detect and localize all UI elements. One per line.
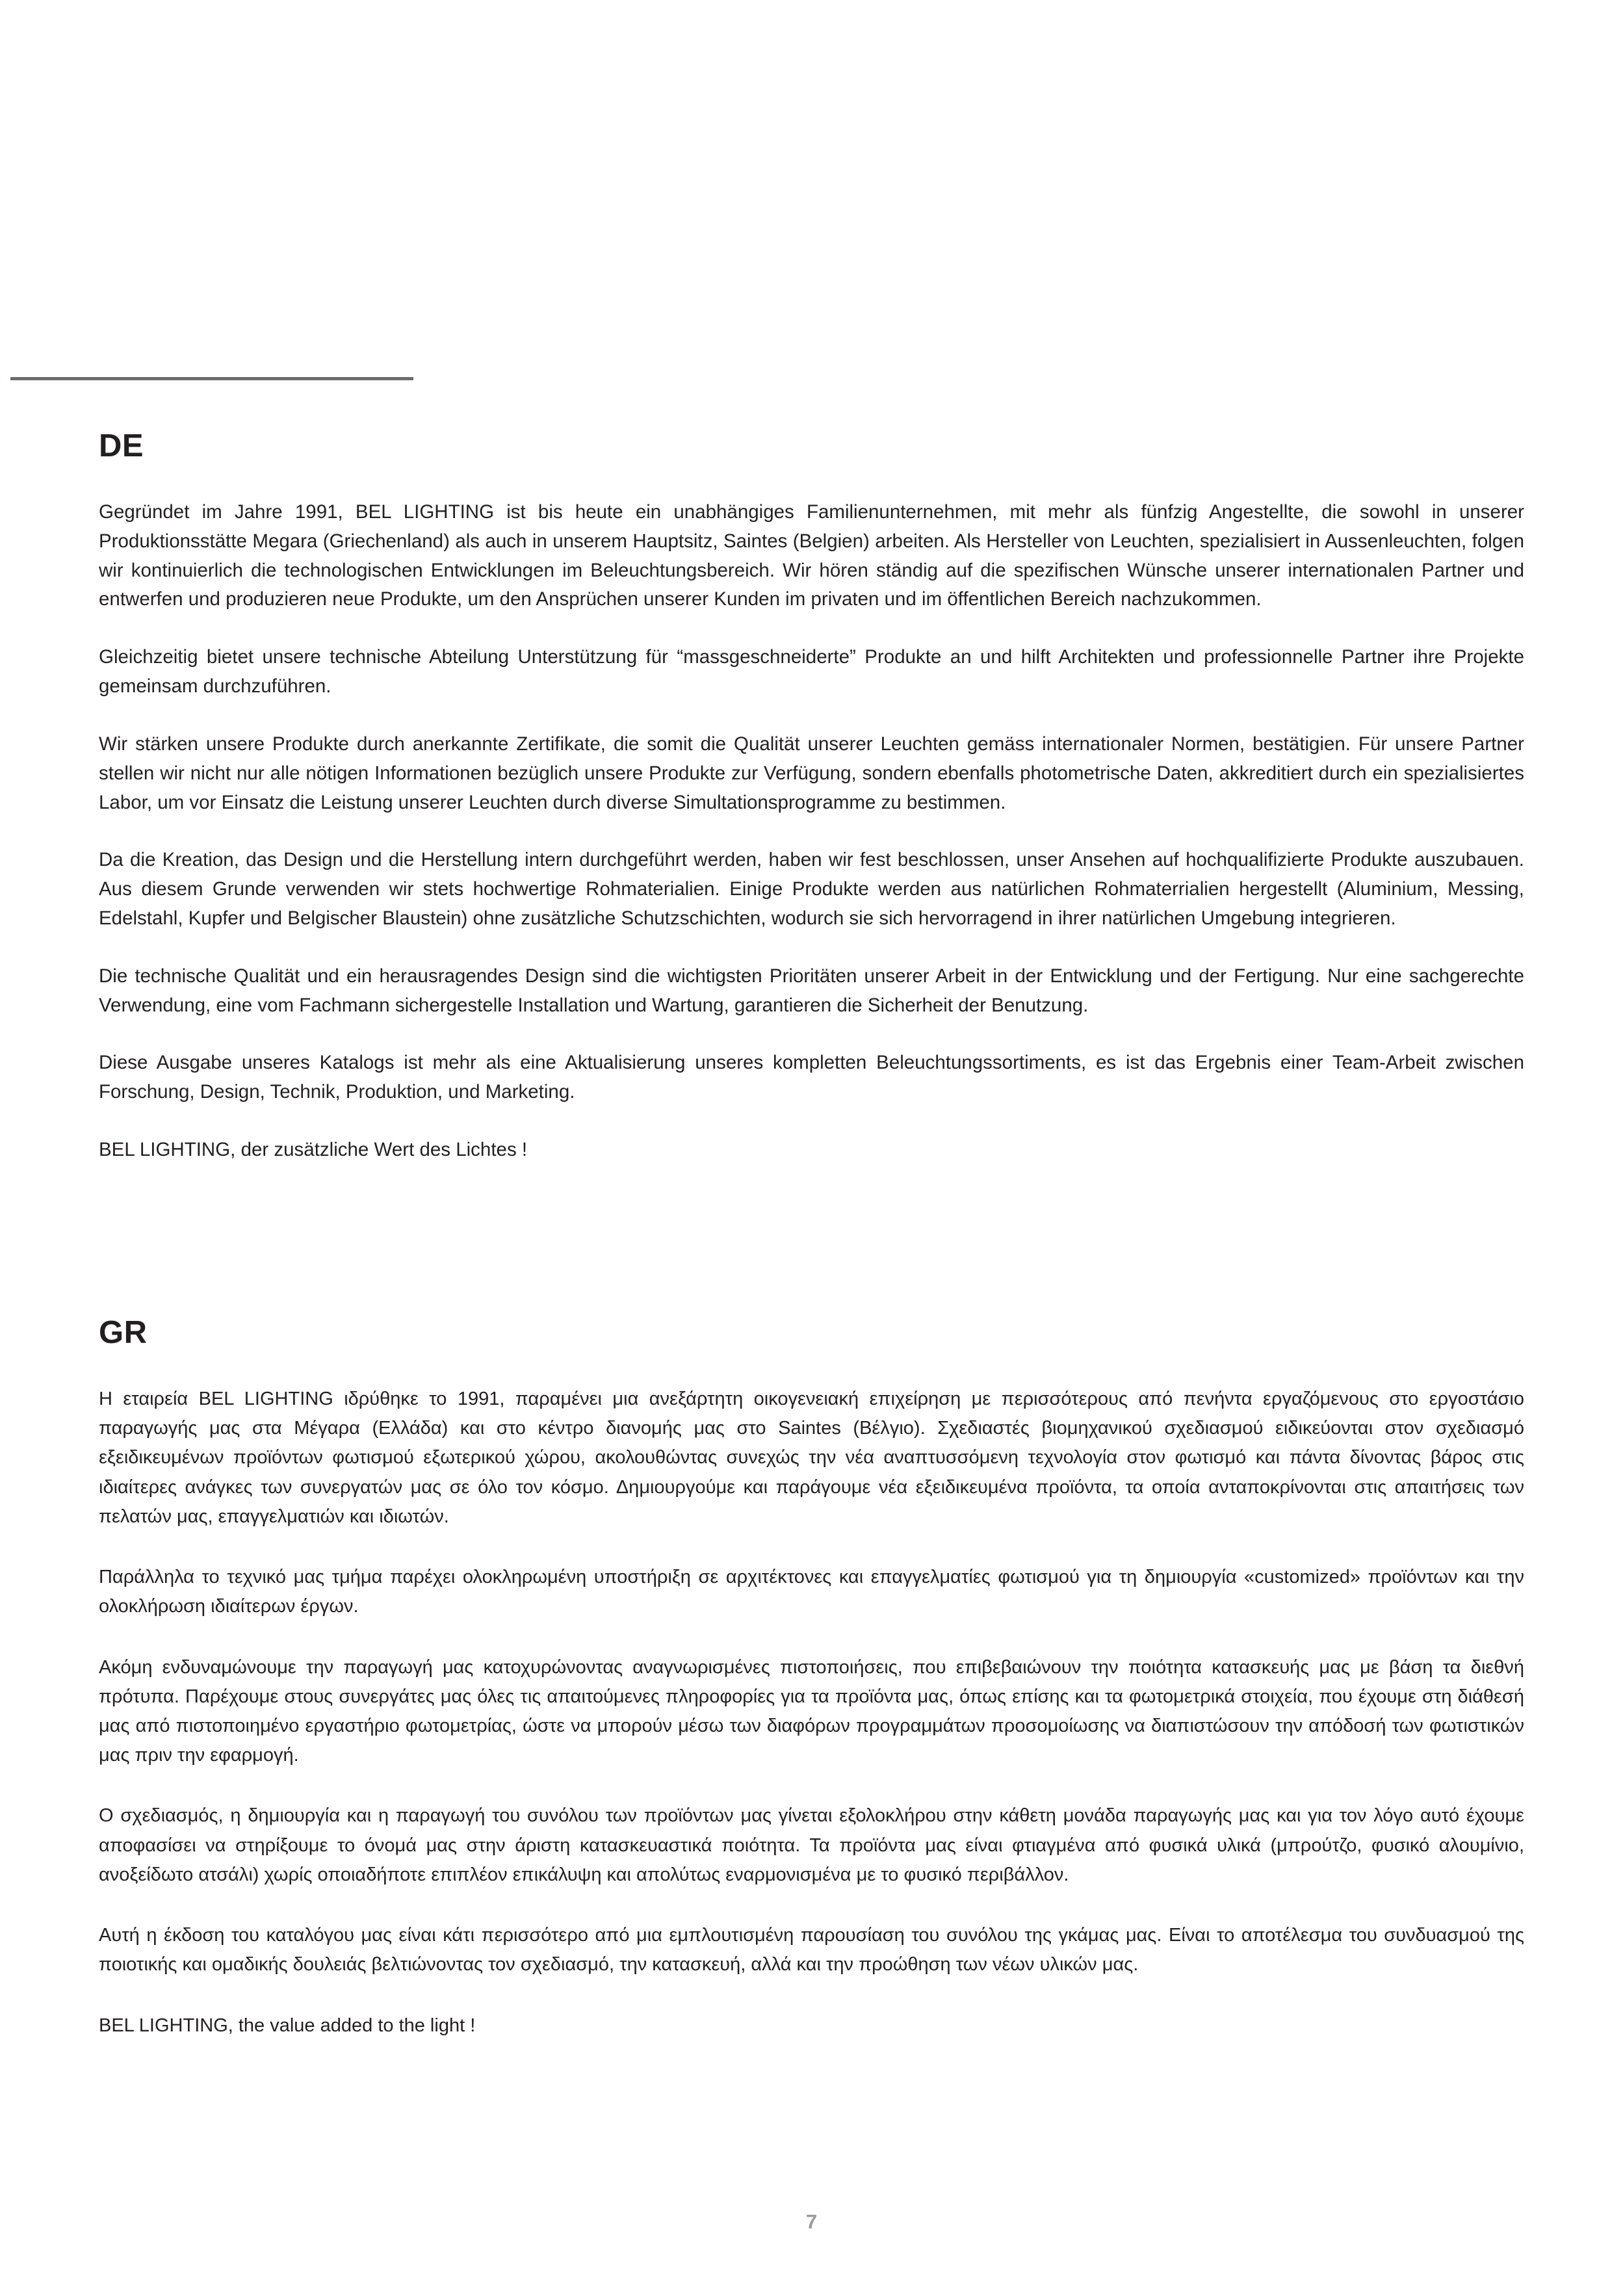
page-number: 7 xyxy=(805,2210,818,2233)
section-gr-tagline: BEL LIGHTING, the value added to the light ! xyxy=(99,2015,476,2036)
section-de-paragraph-5: Die technische Qualität und ein herausragendes Design sind die wichtigsten Prioritäten unserer Arbeit in der Entwicklung und der Fertigung. Nur eine sachgerechte Verwendung, eine vom Fachmann sichergestelle Installation und Wartung, garantieren die Sicherheit der Benutzung. xyxy=(99,965,1524,1016)
section-de-paragraph-2: Gleichzeitig bietet unsere technische Abteilung Unterstützung für “massgeschneiderte” Produkte an und hilft Architekten und professionnelle Partner ihre Projekte gemeinsam durchzuführen. xyxy=(99,646,1524,698)
section-gr xyxy=(99,1316,1524,2041)
section-de-paragraph-1: Gegründet im Jahre 1991, BEL LIGHTING ist bis heute ein unabhängiges Familienunternehmen, mit mehr als fünfzig Angestellte, die sowohl in unserer Produktionsstätte Megara (Griechenland) als auch in unserem Hauptsitz, Saintes (Belgien) arbeiten. Als Hersteller von Leuchten, spezialisiert in Aussenleuchten, folgen wir kontinuierlich die technologischen Entwicklungen im Beleuchtungsbereich. Wir hören ständig auf die spezifischen Wünsche unserer internationalen Partner und entwerfen und produzieren neue Produkte, um den Ansprüchen unserer Kunden im privaten und im öffentlichen Bereich nachzukommen. xyxy=(99,501,1524,610)
section-de-paragraph-4: Da die Kreation, das Design und die Herstellung intern durchgeführt werden, haben wir fest beschlossen, unser Ansehen auf hochqualifizierte Produkte auszubauen. Aus diesem Grunde verwenden wir stets hochwertige Rohmaterialien. Einige Produkte werden aus natürlichen Rohmaterrialien hergestellt (Aluminium, Messing, Edelstahl, Kupfer und Belgischer Blaustein) ohne zusätzliche Schutzschichten, wodurch sie sich hervorragend in ihrer natürlichen Umgebung integrieren. xyxy=(99,849,1524,929)
section-de-paragraph-6: Diese Ausgabe unseres Katalogs ist mehr als eine Aktualisierung unseres kompletten Beleuchtungssortiments, es ist das Ergebnis einer Team-Arbeit zwischen Forschung, Design, Technik, Produktion, und Marketing. xyxy=(99,1052,1524,1103)
section-gr-paragraph-5: Αυτή η έκδοση του καταλόγου μας είναι κάτι περισσότερο από μια εμπλουτισμένη παρουσίαση του συνόλου της γκάμας μας. Είναι το αποτέλεσμα του συνδυασμού της ποιοτικής και ομαδικής δουλειάς βελτιώνοντας τον σχεδιασμό, την κατασκευή, αλλά και την προώθηση των νέων υλικών μας. xyxy=(99,1925,1524,1976)
section-de-heading: DE xyxy=(99,428,144,463)
section-gr-paragraph-3: Ακόμη ενδυναμώνουμε την παραγωγή μας κατοχυρώνοντας αναγνωρισμένες πιστοποιήσεις, που επιβεβαιώνουν την ποιότητα κατασκευής μας με βάση τα διεθνή πρότυπα. Παρέχουμε στους συνεργάτες μας όλες τις απαιτούμενες πληροφορίες για τα προϊόντα μας, όπως επίσης και τα φωτομετρικά στοιχεία, που έχουμε στη διάθεσή μας από πιστοποιημένο εργαστήριο φωτομετρίας, ώστε να μπορούν μέσω των διαφόρων προγραμμάτων προσομοίωσης να διαπιστώσουν την απόδοσή των φωτιστικών μας πριν την εφαρμογή. xyxy=(99,1656,1524,1766)
section-de-tagline: BEL LIGHTING, der zusätzliche Wert des Lichtes ! xyxy=(99,1139,528,1161)
section-gr-paragraph-2: Παράλληλα το τεχνικό μας τμήμα παρέχει ολοκληρωμένη υποστήριξη σε αρχιτέκτονες και επαγγελματίες φωτισμού για τη δημιουργία «customized» προϊόντων και την ολοκλήρωση ιδιαίτερων έργων. xyxy=(99,1567,1524,1617)
section-de xyxy=(99,429,1524,1165)
section-gr-paragraph-1: Η εταιρεία BEL LIGHTING ιδρύθηκε το 1991, παραμένει μια ανεξάρτητη οικογενειακή επιχείρηση με περισσότερους από πενήντα εργαζόμενους στο εργοστάσιο παραγωγής μας στα Μέγαρα (Ελλάδα) και στο κέντρο διανομής μας στο Saintes (Βέλγιο). Σχεδιαστές βιομηχανικού σχεδιασμού ειδικεύονται στον σχεδιασμό εξειδικευμένων προϊόντων φωτισμού εξωτερικού χώρου, ακολουθώντας συνεχώς την νέα αναπτυσσόμενη τεχνολογία στον φωτισμό και πάντα δίνοντας βάρος στις ιδιαίτερες ανάγκες των συνεργατών μας σε όλο τον κόσμο. Δημιουργούμε και παράγουμε νέα εξειδικευμένα προϊόντα, τα οποία ανταποκρίνονται στις απαιτήσεις των πελατών μας, επαγγελματιών και ιδιωτών. xyxy=(99,1388,1524,1527)
section-gr-heading: GR xyxy=(99,1314,148,1350)
page-content xyxy=(99,429,1524,2072)
section-de-paragraph-3: Wir stärken unsere Produkte durch anerkannte Zertifikate, die somit die Qualität unserer Leuchten gemäss internationaler Normen, bestätigien. Für unsere Partner stellen wir nicht nur alle nötigen Informationen bezüglich unsere Produkte zur Verfügung, sondern ebenfalls photometrische Daten, akkreditiert durch ein spezialisiertes Labor, um vor Einsatz die Leistung unserer Leuchten durch diverse Simultationsprogramme zu bestimmen. xyxy=(99,733,1524,813)
header-divider-rule xyxy=(10,377,413,380)
section-gr-paragraph-4: Ο σχεδιασμός, η δημιουργία και η παραγωγή του συνόλου των προϊόντων μας γίνεται εξολοκλήρου στην κάθετη μονάδα παραγωγής μας και για τον λόγο αυτό έχουμε αποφασίσει να στηρίξουμε το όνομά μας στην άριστη κατασκευαστικά ποιότητα. Τα προϊόντα μας είναι φτιαγμένα από φυσικά υλικά (μπρούτζο, φυσικό αλουμίνιο, ανοξείδωτο ατσάλι) χωρίς οποιαδήποτε επιπλέον επικάλυψη και απολύτως εναρμονισμένα με το φυσικό περιβάλλον. xyxy=(99,1805,1524,1885)
